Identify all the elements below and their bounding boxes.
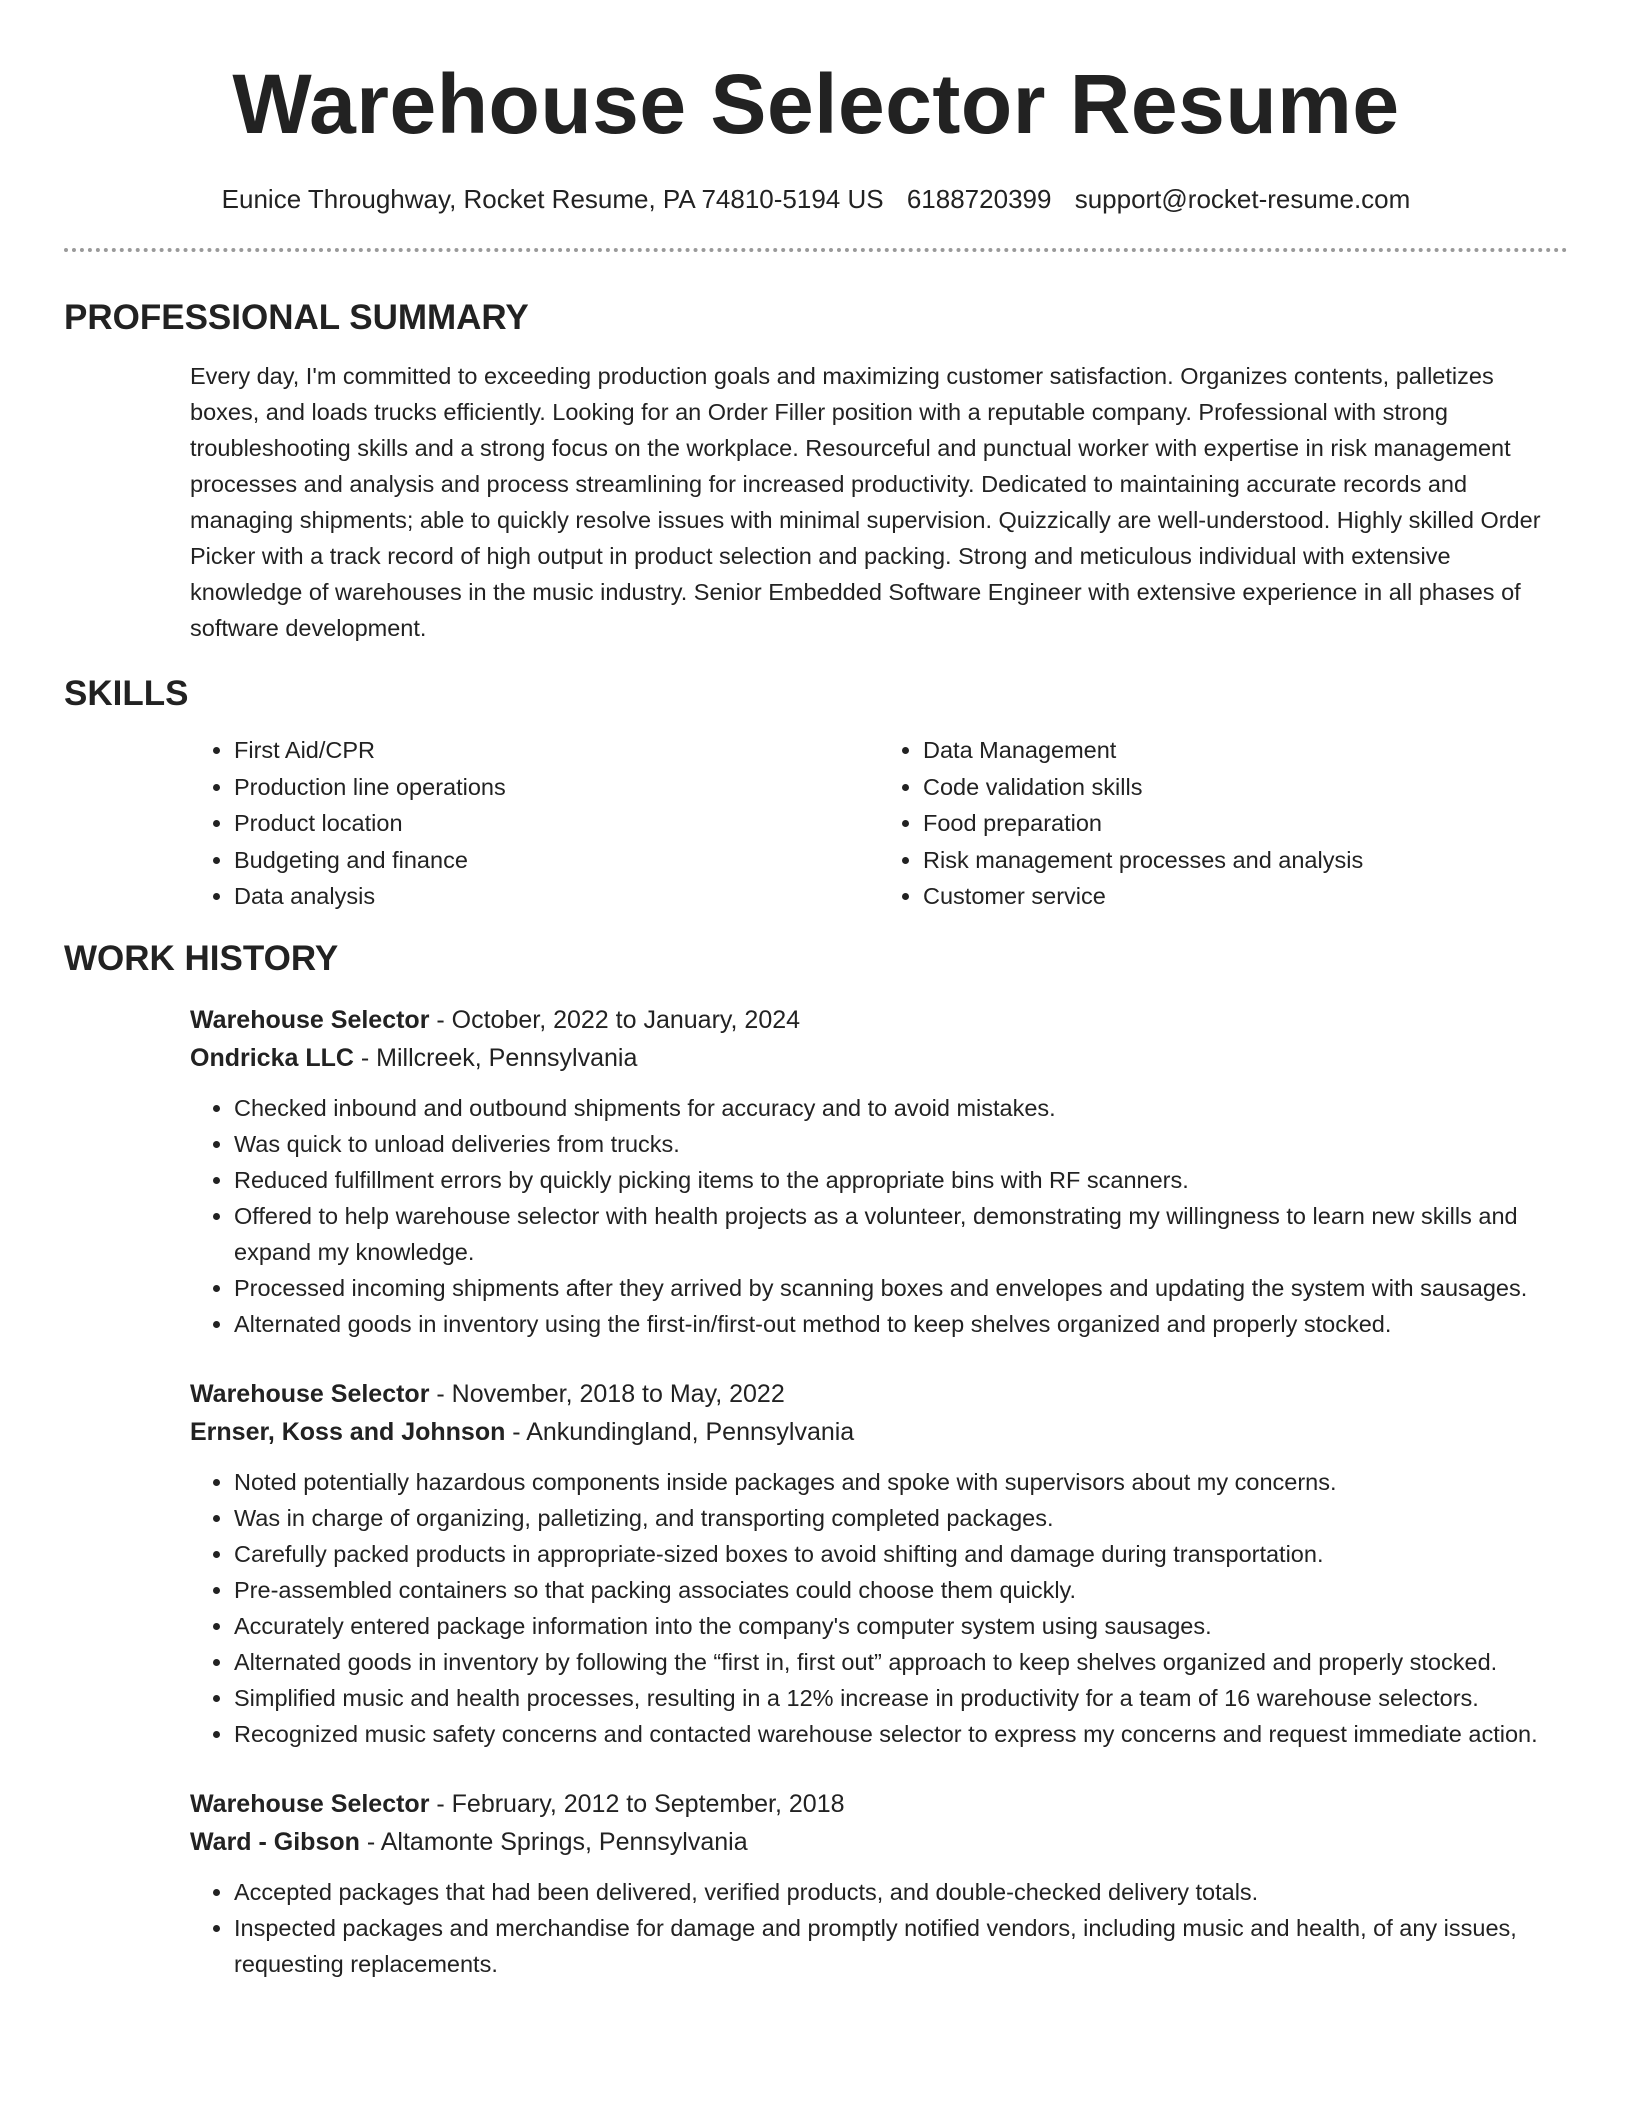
job-title-line	[190, 1001, 1568, 1039]
job-bullets	[190, 1090, 1568, 1342]
summary-text: Every day, I'm committed to exceeding production goals and maximizing customer satisfaction. Organizes contents, palletizes boxes, and loads trucks efficiently. Looking for an Order Filler position with a reputable company. Professional with strong troubleshooting skills and a strong focus on the workplace. Resourceful and punctual worker with expertise in risk management processes and analysis and process streamlining for increased productivity. Dedicated to maintaining accurate records and managing shipments; able to quickly resolve issues with minimal supervision. Quizzically are well-understood. Highly skilled Order Picker with a track record of high output in product selection and packing. Strong and meticulous individual with extensive knowledge of warehouses in the music industry. Senior Embedded Software Engineer with extensive experience in all phases of software development.	[190, 363, 1541, 641]
job-bullet: • Inspected packages and merchandise for damage and promptly notified vendors, including music and health, of any issues, requesting replacements.	[234, 1910, 1568, 1982]
summary-heading: PROFESSIONAL SUMMARY	[64, 298, 529, 337]
job-dates: - November, 2018 to May, 2022	[429, 1379, 785, 1408]
skill-item: • Risk management processes and analysis	[923, 842, 1568, 879]
job-location: - Altamonte Springs, Pennsylvania	[359, 1827, 748, 1856]
job-bullet: • Alternated goods in inventory using the first-in/first-out method to keep shelves organized and properly stocked.	[234, 1306, 1568, 1342]
job-entry	[190, 1375, 1568, 1752]
job-bullet: • Accurately entered package information into the company's computer system using sausages.	[234, 1608, 1568, 1644]
job-bullets	[190, 1464, 1568, 1752]
job-bullet: • Noted potentially hazardous components inside packages and spoke with supervisors about my concerns.	[234, 1464, 1568, 1500]
job-company: Ernser, Koss and Johnson	[190, 1417, 506, 1446]
resume-title: Warehouse Selector Resume	[232, 57, 1400, 151]
job-title: Warehouse Selector	[190, 1789, 430, 1818]
contact-email: support@rocket-resume.com	[1074, 184, 1411, 214]
job-company-line	[190, 1413, 1568, 1451]
job-company: Ondricka LLC	[190, 1043, 354, 1072]
job-title-line	[190, 1785, 1568, 1823]
job-bullet: • Recognized music safety concerns and contacted warehouse selector to express my concerns and request immediate action.	[234, 1716, 1568, 1752]
job-dates: - October, 2022 to January, 2024	[429, 1005, 801, 1034]
job-bullet: • Was quick to unload deliveries from trucks.	[234, 1126, 1568, 1162]
job-location: - Millcreek, Pennsylvania	[353, 1043, 638, 1072]
job-company-line	[190, 1039, 1568, 1077]
skill-item: • First Aid/CPR	[234, 732, 879, 769]
job-location: - Ankundingland, Pennsylvania	[505, 1417, 855, 1446]
skill-item: • Food preparation	[923, 805, 1568, 842]
skills-column-right	[879, 732, 1568, 915]
skill-item: • Code validation skills	[923, 769, 1568, 806]
job-company-line	[190, 1823, 1568, 1861]
contact-phone: 6188720399	[906, 184, 1052, 214]
job-bullet: • Accepted packages that had been delivered, verified products, and double-checked delivery totals.	[234, 1874, 1568, 1910]
job-title-line	[190, 1375, 1568, 1413]
skill-item: • Data analysis	[234, 878, 879, 915]
job-title: Warehouse Selector	[190, 1005, 430, 1034]
skill-item: • Production line operations	[234, 769, 879, 806]
job-dates: - February, 2012 to September, 2018	[429, 1789, 845, 1818]
header-divider	[64, 248, 1568, 252]
job-bullet: • Was in charge of organizing, palletizing, and transporting completed packages.	[234, 1500, 1568, 1536]
skills-list	[190, 732, 1568, 915]
job-bullet: • Alternated goods in inventory by following the “first in, first out” approach to keep shelves organized and properly stocked.	[234, 1644, 1568, 1680]
skill-item: • Data Management	[923, 732, 1568, 769]
skills-column-left	[190, 732, 879, 915]
job-bullet: • Offered to help warehouse selector with health projects as a volunteer, demonstrating my willingness to learn new skills and expand my knowledge.	[234, 1198, 1568, 1270]
job-bullets	[190, 1874, 1568, 1982]
contact-address: Eunice Throughway, Rocket Resume, PA 74810-5194 US	[221, 184, 884, 214]
job-bullet: • Pre-assembled containers so that packing associates could choose them quickly.	[234, 1572, 1568, 1608]
job-bullet: • Checked inbound and outbound shipments for accuracy and to avoid mistakes.	[234, 1090, 1568, 1126]
skills-heading: SKILLS	[64, 674, 189, 713]
job-entry	[190, 1785, 1568, 1982]
skill-item: • Budgeting and finance	[234, 842, 879, 879]
job-bullet: • Reduced fulfillment errors by quickly picking items to the appropriate bins with RF scanners.	[234, 1162, 1568, 1198]
job-entry	[190, 1001, 1568, 1342]
job-title: Warehouse Selector	[190, 1379, 430, 1408]
resume-page	[64, 0, 1568, 1982]
contact-line	[64, 183, 1568, 215]
job-bullet: • Carefully packed products in appropriate-sized boxes to avoid shifting and damage during transportation.	[234, 1536, 1568, 1572]
job-bullet: • Simplified music and health processes, resulting in a 12% increase in productivity for a team of 16 warehouse selectors.	[234, 1680, 1568, 1716]
job-bullet: • Processed incoming shipments after they arrived by scanning boxes and envelopes and updating the system with sausages.	[234, 1270, 1568, 1306]
skill-item: • Product location	[234, 805, 879, 842]
work-history-heading: WORK HISTORY	[64, 938, 339, 978]
job-company: Ward - Gibson	[190, 1827, 360, 1856]
skill-item: • Customer service	[923, 878, 1568, 915]
